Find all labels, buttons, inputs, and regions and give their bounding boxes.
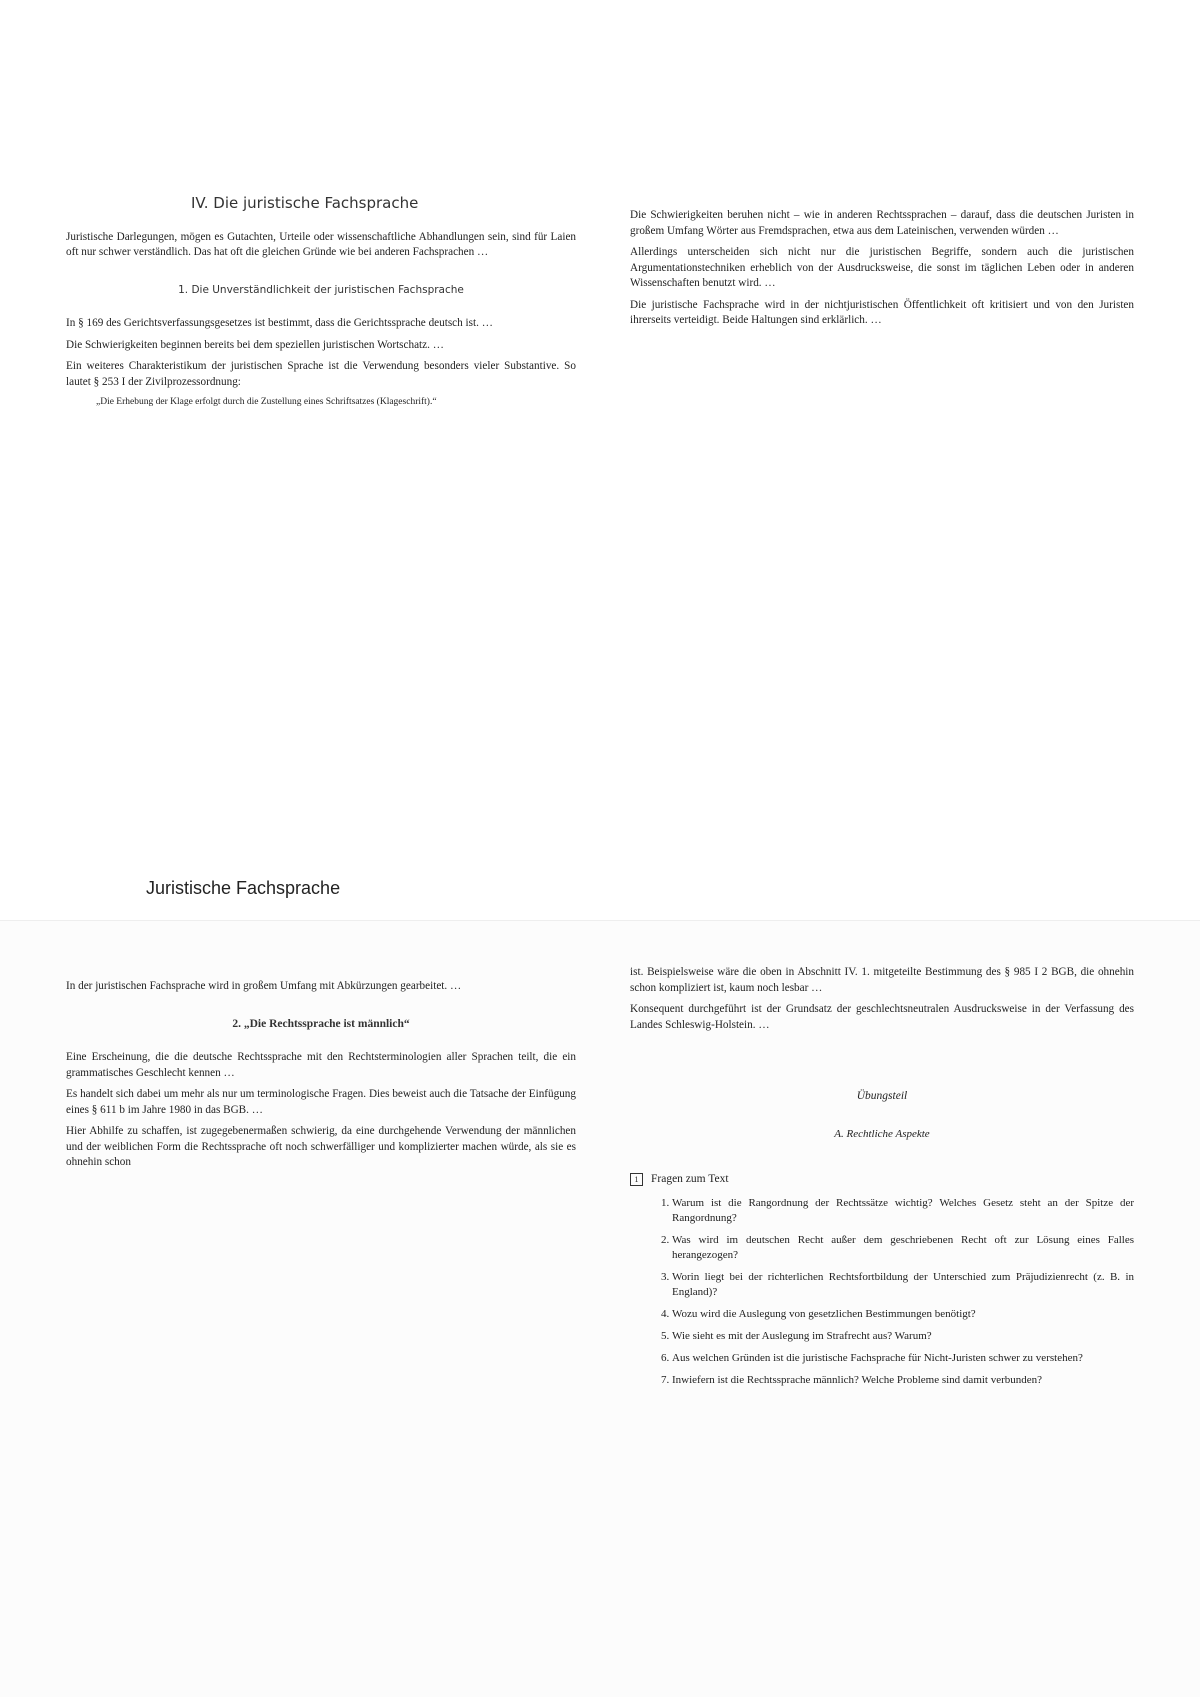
- list-item: 5. Wie sieht es mit der Auslegung im Strafrecht aus? Warum?: [672, 1329, 1134, 1344]
- paragraph: Die juristische Fachsprache wird in der nichtjuristischen Öffentlichkeit oft kritisiert und von den Juristen ihrerseits verteidigt. Beide Haltungen sind erklärlich. …: [630, 298, 1134, 326]
- paragraph: Konsequent durchgeführt ist der Grundsatz der geschlechtsneutralen Ausdrucksweise in der Verfassung des Landes Schleswig-Holstein. …: [630, 1003, 1134, 1031]
- paragraph: In § 169 des Gerichtsverfassungsgesetzes ist bestimmt, dass die Gerichtssprache deutsch ist. …: [66, 317, 493, 329]
- paragraph: Es handelt sich dabei um mehr als nur um terminologische Fragen. Dies beweist auch die Tatsache der Einfügung eines § 611 b im Jahre 1980 in das BGB. …: [66, 1088, 576, 1116]
- bottom-page-spread: [0, 920, 1200, 1697]
- section-2-heading: 2. „Die Rechtssprache ist männlich“: [232, 1017, 410, 1030]
- paragraph: Ein weiteres Charakteristikum der juristischen Sprache ist die Verwendung besonders vieler Substantive. So lautet § 253 I der Zivilprozessordnung:: [66, 360, 576, 388]
- top-right-column: [630, 208, 1134, 335]
- paragraph: In der juristischen Fachsprache wird in großem Umfang mit Abkürzungen gearbeitet. …: [66, 980, 462, 992]
- bottom-right-column: [630, 965, 1134, 1395]
- intro-paragraph: Juristische Darlegungen, mögen es Gutachten, Urteile oder wissenschaftliche Abhandlungen sein, sind für Laien oft nur schwer verständlich. Das hat oft die gleichen Gründe wie bei anderen Fachsprachen …: [66, 230, 576, 258]
- questions-title: Fragen zum Text: [651, 1173, 729, 1185]
- paragraph: Hier Abhilfe zu schaffen, ist zugegebenermaßen schwierig, da eine durchgehende Verwendung der männlichen und der weiblichen Form die Rechtssprache oft noch schwerfälliger und komplizierter machen würde, als sie es ohnehin schon: [66, 1125, 576, 1168]
- questions-header: [630, 1172, 1134, 1188]
- paragraph: Eine Erscheinung, die die deutsche Rechtssprache mit den Rechtsterminologien aller Sprachen teilt, die ein grammatisches Geschlecht kennen …: [66, 1051, 576, 1079]
- list-item: 1. Warum ist die Rangordnung der Rechtssätze wichtig? Welches Gesetz steht an der Spitze der Rangordnung?: [672, 1196, 1134, 1226]
- exercise-section-title: Übungsteil: [856, 1090, 908, 1102]
- top-left-column: [66, 196, 576, 409]
- section-1-heading: 1. Die Unverständlichkeit der juristischen Fachsprache: [178, 283, 464, 296]
- bottom-left-column: [66, 979, 576, 1177]
- chapter-heading: IV. Die juristische Fachsprache: [191, 194, 419, 212]
- section-caption: Juristische Fachsprache: [146, 878, 341, 898]
- zpo-quote: „Die Erhebung der Klage erfolgt durch die Zustellung eines Schriftsatzes (Klageschrift).“: [96, 397, 437, 407]
- list-item: 2. Was wird im deutschen Recht außer dem geschriebenen Recht oft zur Lösung eines Falles herangezogen?: [672, 1233, 1134, 1263]
- list-item: 3. Worin liegt bei der richterlichen Rechtsfortbildung der Unterschied zum Präjudizienrecht (z. B. in England)?: [672, 1270, 1134, 1300]
- list-item: 6. Aus welchen Gründen ist die juristische Fachsprache für Nicht-Juristen schwer zu verstehen?: [672, 1351, 1134, 1366]
- paragraph: ist. Beispielsweise wäre die oben in Abschnitt IV. 1. mitgeteilte Bestimmung des § 985 I 2 BGB, die ohnehin schon kompliziert ist, kaum noch lesbar …: [630, 966, 1134, 994]
- list-item: 4. Wozu wird die Auslegung von gesetzlichen Bestimmungen benötigt?: [672, 1307, 1134, 1322]
- exercise-subsection-title: A. Rechtliche Aspekte: [834, 1127, 930, 1140]
- question-list: [630, 1196, 1134, 1388]
- paragraph: Die Schwierigkeiten beruhen nicht – wie in anderen Rechtssprachen – darauf, dass die deutschen Juristen in großem Umfang Wörter aus Fremdsprachen, etwa aus dem Lateinischen, verwenden würden …: [630, 209, 1134, 237]
- numbered-box-icon: 1: [630, 1173, 643, 1186]
- paragraph: Die Schwierigkeiten beginnen bereits bei dem speziellen juristischen Wortschatz. …: [66, 338, 444, 351]
- paragraph: Allerdings unterscheiden sich nicht nur die juristischen Begriffe, sondern auch die juristischen Argumentationstechniken erheblich von der Ausdrucksweise, die sonst im täglichen Leben oder in anderen Wissenschaften benutzt wird. …: [630, 246, 1134, 289]
- list-item: 7. Inwiefern ist die Rechtssprache männlich? Welche Probleme sind damit verbunden?: [672, 1373, 1134, 1388]
